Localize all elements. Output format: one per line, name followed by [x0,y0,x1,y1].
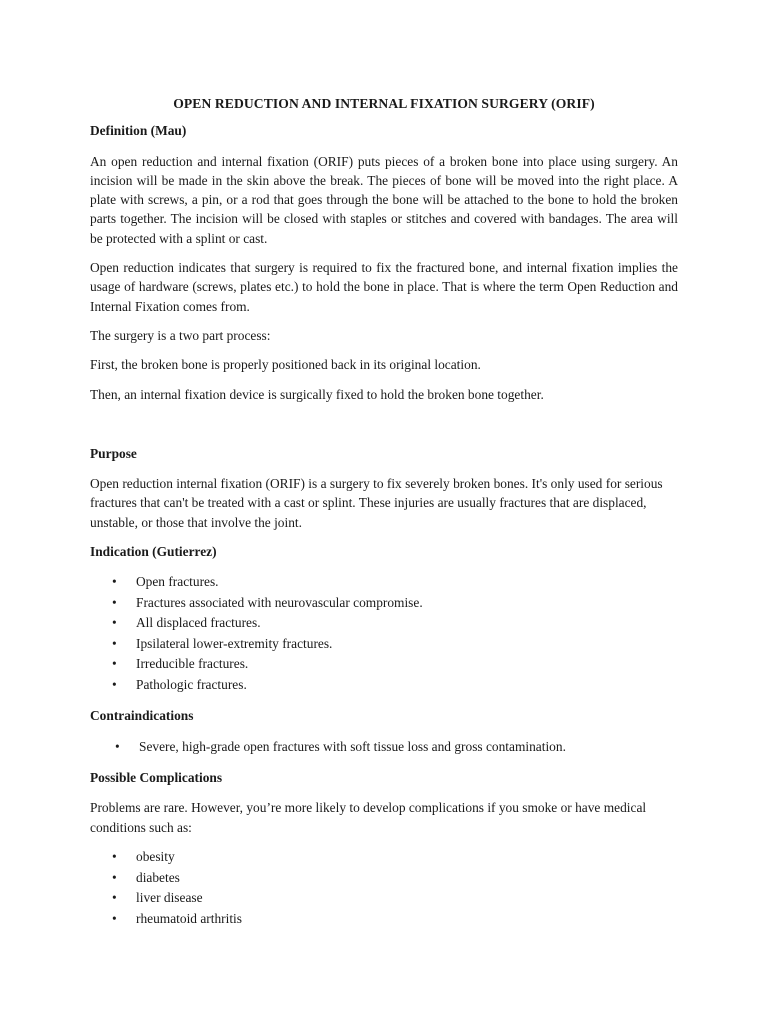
list-item-text: Irreducible fractures. [136,656,249,672]
bullet-icon: • [115,738,120,754]
list-item-text: liver disease [136,890,203,906]
list-item [90,593,678,614]
definition-heading: Definition (Mau) [90,123,187,139]
bullet-icon: • [112,615,117,631]
list-item-text: obesity [136,849,175,865]
definition-paragraph-5: Then, an internal fixation device is surgically fixed to hold the broken bone together. [90,386,544,402]
list-item-text: All displaced fractures. [136,615,261,631]
complications-heading: Possible Complications [90,770,223,786]
list-item [90,613,678,634]
list-item-text: diabetes [136,869,180,885]
contraindications-heading: Contraindications [90,708,194,724]
list-item [90,909,678,930]
definition-paragraph-4: First, the broken bone is properly positioned back in its original location. [90,357,481,373]
list-item [90,847,678,868]
indication-heading: Indication (Gutierrez) [90,544,217,560]
definition-paragraph-1: An open reduction and internal fixation (ORIF) puts pieces of a broken bone into place using surgery. An incision will be made in the skin above the break. The pieces of bone will be moved into the right place. A plate with screws, a pin, or a rod that goes through the bone will be attached to the bone to hold the broken parts together. The incision will be closed with staples or stitches and covered with bandages. The area will be protected with a splint or cast. [90,153,678,246]
list-item-text: Ipsilateral lower-extremity fractures. [136,635,333,651]
list-item [90,888,678,909]
list-item [90,654,678,675]
list-item-text: Fractures associated with neurovascular compromise. [136,594,423,610]
list-item [90,634,678,655]
bullet-icon: • [112,594,117,610]
purpose-paragraph: Open reduction internal fixation (ORIF) is a surgery to fix severely broken bones. It's only used for serious fractures that can't be treated with a cast or splint. These injuries are usually fractures that are displaced, unstable, or those that involve the joint. [90,476,663,530]
complications-list [90,847,678,929]
list-item [90,572,678,593]
list-item-text: Severe, high-grade open fractures with soft tissue loss and gross contamination. [139,738,566,754]
bullet-icon: • [112,849,117,865]
complications-paragraph: Problems are rare. However, you’re more likely to develop complications if you smoke or have medical conditions such as: [90,800,647,835]
document-title: OPEN REDUCTION AND INTERNAL FIXATION SURGERY (ORIF) [173,96,595,111]
list-item [90,868,678,889]
list-item-text: rheumatoid arthritis [136,910,242,926]
bullet-icon: • [112,910,117,926]
definition-paragraph-3: The surgery is a two part process: [90,327,271,343]
section-spacer [90,414,678,444]
list-item-text: Pathologic fractures. [136,676,247,692]
contraindications-list [90,737,678,758]
bullet-icon: • [112,869,117,885]
list-item [90,737,678,758]
indication-list [90,572,678,695]
bullet-icon: • [112,635,117,651]
list-item-text: Open fractures. [136,574,219,590]
bullet-icon: • [112,890,117,906]
bullet-icon: • [112,656,117,672]
definition-paragraph-2: Open reduction indicates that surgery is required to fix the fractured bone, and internal fixation implies the usage of hardware (screws, plates etc.) to hold the bone in place. That is where the term Open Reduction and Internal Fixation comes from. [90,260,678,314]
bullet-icon: • [112,574,117,590]
list-item [90,675,678,696]
bullet-icon: • [112,676,117,692]
purpose-heading: Purpose [90,445,137,461]
